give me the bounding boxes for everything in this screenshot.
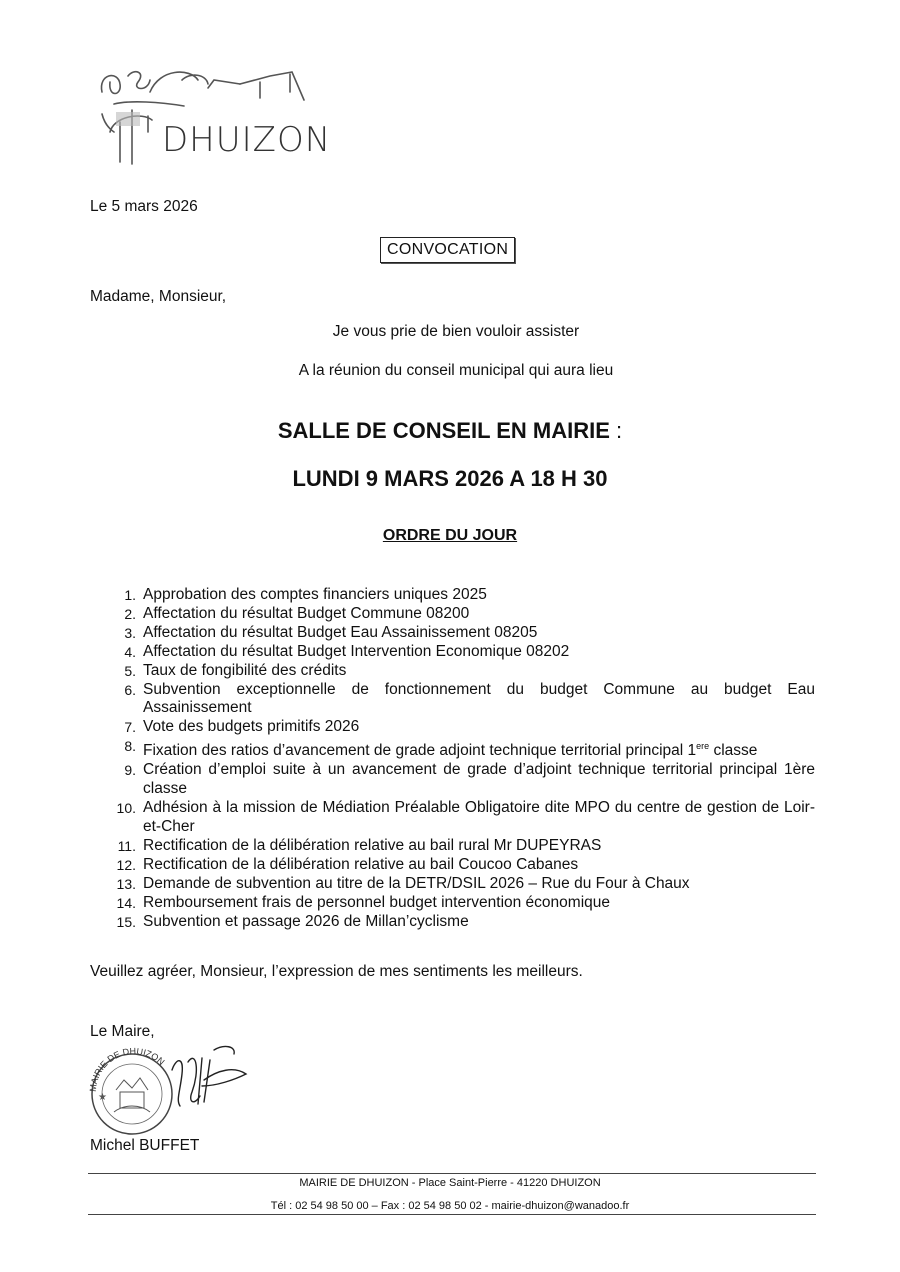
- agenda-list: [90, 586, 815, 931]
- svg-text:★: ★: [98, 1092, 107, 1103]
- agenda-item-number: 5.: [124, 662, 136, 679]
- signatory-name: Michel BUFFET: [90, 1137, 200, 1154]
- agenda-item: [90, 894, 815, 913]
- agenda-item: [90, 586, 815, 605]
- agenda-item-number: 8.: [124, 738, 136, 755]
- agenda-item: [90, 681, 815, 719]
- agenda-title: ORDRE DU JOUR: [382, 527, 518, 544]
- agenda-item-number: 13.: [116, 875, 136, 892]
- agenda-item: [90, 913, 815, 932]
- agenda-item-number: 3.: [124, 624, 136, 641]
- agenda-item-text: Vote des budgets primitifs 2026: [143, 718, 360, 736]
- agenda-item: [90, 662, 815, 681]
- agenda-item-number: 4.: [124, 643, 136, 660]
- agenda-item: [90, 643, 815, 662]
- agenda-item: [90, 605, 815, 624]
- agenda-item-text: Demande de subvention au titre de la DETR/DSIL 2026 – Rue du Four à Chaux: [143, 874, 690, 892]
- agenda-item-text: Rectification de la délibération relative au bail rural Mr DUPEYRAS: [143, 836, 602, 854]
- agenda-item-number: 14.: [116, 894, 136, 911]
- stamp-seal-icon: [84, 1040, 254, 1136]
- official-stamp-and-signature: [84, 1040, 254, 1136]
- agenda-item-number: 6.: [124, 681, 136, 698]
- agenda-item-text: Rectification de la délibération relative au bail Coucoo Cabanes: [143, 855, 579, 873]
- agenda-item-text: [143, 737, 815, 761]
- stamp-text: MAIRIE DE DHUIZON: [87, 1046, 167, 1093]
- agenda-item-text: Taux de fongibilité des crédits: [143, 661, 347, 679]
- intro-line-2: A la réunion du conseil municipal qui aura lieu: [298, 362, 614, 379]
- agenda-item-text-end: classe: [709, 742, 758, 760]
- agenda-item: [90, 761, 815, 799]
- convocation-label: CONVOCATION: [380, 237, 515, 263]
- agenda-item-text: Adhésion à la mission de Médiation Préalable Obligatoire dite MPO du centre de gestion de Loir-et-Cher: [143, 799, 815, 836]
- agenda-item-text: Subvention et passage 2026 de Millan’cyclisme: [143, 912, 469, 930]
- agenda-item: [90, 856, 815, 875]
- agenda-item-text: Affectation du résultat Budget Eau Assainissement 08205: [143, 623, 538, 641]
- agenda-item-text: Création d’emploi suite à un avancement de grade d’adjoint technique territorial principal 1ère classe: [143, 761, 815, 798]
- agenda-item-text: Remboursement frais de personnel budget intervention économique: [143, 893, 611, 911]
- greeting: Madame, Monsieur,: [90, 288, 227, 305]
- agenda-item-text: Affectation du résultat Budget Intervention Economique 08202: [143, 642, 570, 660]
- footer-divider-bottom: [88, 1214, 816, 1215]
- intro-line-1: Je vous prie de bien vouloir assister: [332, 323, 580, 340]
- agenda-item: [90, 837, 815, 856]
- agenda-item-number: 1.: [124, 587, 136, 603]
- agenda-item-text: Approbation des comptes financiers uniques 2025: [143, 586, 487, 603]
- agenda-item-number: 10.: [116, 800, 136, 817]
- agenda-item-number: 15.: [116, 913, 136, 930]
- svg-text:MAIRIE DE DHUIZON: [88, 1046, 167, 1092]
- letter-date: Le 5 mars 2026: [90, 198, 198, 215]
- agenda-item: [90, 799, 815, 837]
- meeting-datetime: LUNDI 9 MARS 2026 A 18 H 30: [292, 466, 608, 491]
- agenda-item-text-main: Fixation des ratios d’avancement de grade adjoint technique territorial principal 1: [143, 742, 697, 760]
- agenda-item-number: 9.: [124, 762, 136, 779]
- footer-divider-top: [88, 1173, 816, 1174]
- agenda-item: [90, 718, 815, 737]
- logo-text: DHUIZON: [162, 120, 332, 160]
- venue-text: SALLE DE CONSEIL EN MAIRIE: [277, 418, 610, 443]
- agenda-item-number: 12.: [116, 856, 136, 873]
- signatory-title: Le Maire,: [90, 1023, 155, 1040]
- agenda-item-text: Affectation du résultat Budget Commune 08200: [143, 604, 470, 622]
- venue-colon: :: [616, 418, 623, 443]
- agenda-item: [90, 624, 815, 643]
- agenda-item-superscript: ere: [696, 741, 710, 752]
- footer-address: MAIRIE DE DHUIZON - Place Saint-Pierre - 41220 DHUIZON: [299, 1177, 601, 1189]
- agenda-item-text: Subvention exceptionnelle de fonctionnement du budget Commune au budget Eau Assainissement: [143, 680, 815, 717]
- agenda-item-number: 11.: [117, 837, 136, 854]
- agenda-item: [90, 737, 815, 761]
- agenda-item: [90, 875, 815, 894]
- agenda-item-number: 2.: [124, 605, 136, 622]
- footer-contact: Tél : 02 54 98 50 00 – Fax : 02 54 98 50 02 - mairie-dhuizon@wanadoo.fr: [270, 1200, 630, 1212]
- meeting-venue: [0, 418, 900, 444]
- municipal-logo: [90, 62, 332, 172]
- agenda-item-number: 7.: [124, 719, 136, 736]
- closing-formula: Veuillez agréer, Monsieur, l’expression de mes sentiments les meilleurs.: [90, 963, 583, 980]
